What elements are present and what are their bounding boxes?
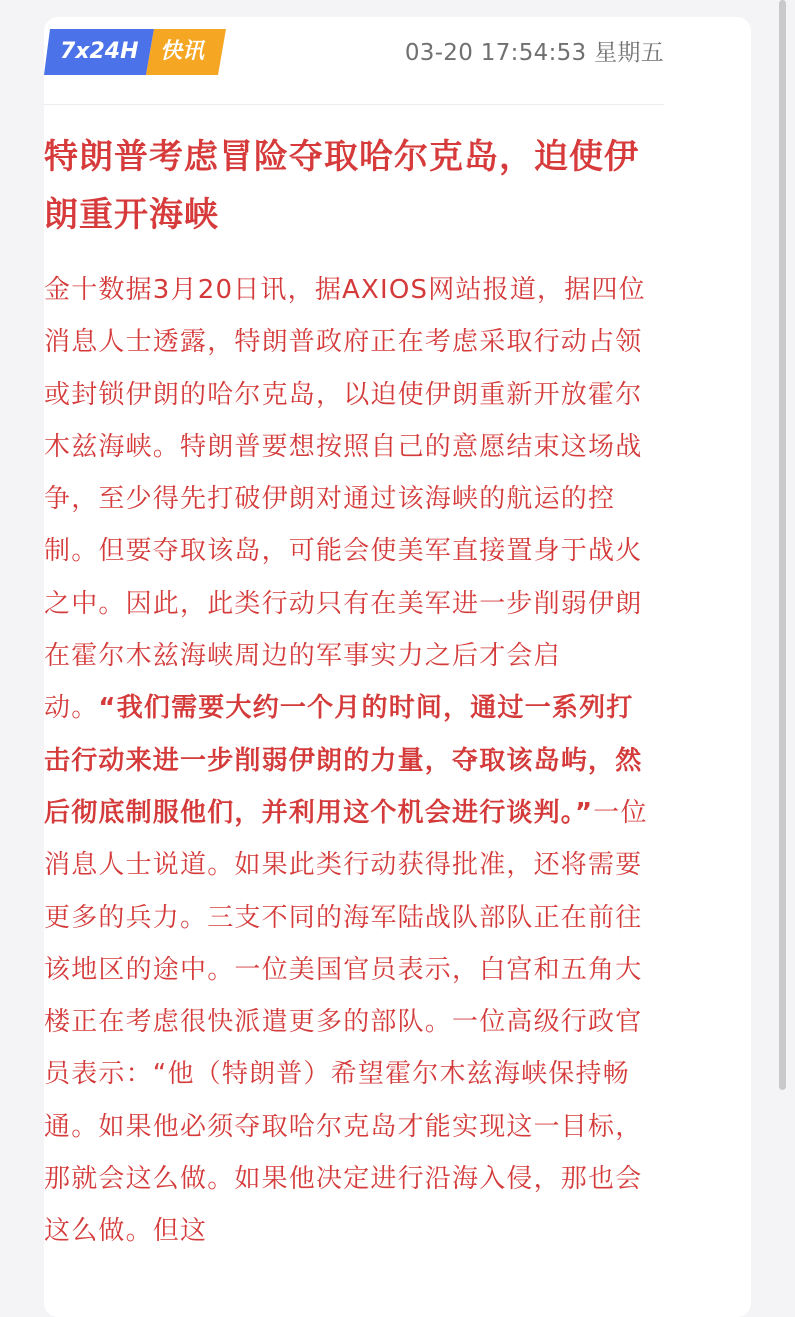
article-body-intro: 金十数据3月20日讯，据AXIOS网站报道，据四位消息人士透露，特朗普政府正在考虑采取行动占领或封锁伊朗的哈尔克岛，以迫使伊朗重新开放霍尔木兹海峡。特朗普要想按照自己的意愿结束这场战争，至少得先打破伊朗对通过该海峡的航运的控制。但要夺取该岛，可能会使美军直接置身于战火之中。因此，此类行动只有在美军进一步削弱伊朗在霍尔木兹海峡周边的军事实力之后才会启动。: [44, 275, 646, 724]
article-body-rest: 一位消息人士说道。如果此类行动获得批准，还将需要更多的兵力。三支不同的海军陆战队部队正在前往该地区的途中。一位美国官员表示，白宫和五角大楼正在考虑很快派遣更多的部队。一位高级行政官员表示：“他（特朗普）希望霍尔木兹海峡保持畅通。如果他必须夺取哈尔克岛才能实现这一目标，那就会这么做。如果他决定进行沿海入侵，那也会这么做。但这: [44, 797, 648, 1247]
news-header: [44, 29, 664, 77]
article-title: 特朗普考虑冒险夺取哈尔克岛，迫使伊朗重开海峡: [44, 137, 639, 235]
publish-datetime: 03-20 17:54:53 星期五: [404, 40, 664, 66]
article-body: [44, 264, 656, 1258]
scrollbar[interactable]: [779, 0, 786, 1090]
logo-label-flash: 快讯: [160, 39, 205, 64]
logo-label-7x24h: 7x24H: [60, 39, 139, 64]
article-body-quote: “我们需要大约一个月的时间，通过一系列打击行动来进一步削弱伊朗的力量，夺取该岛屿，然后彻底制服他们，并利用这个机会进行谈判。”: [44, 693, 643, 828]
flash-news-logo: [44, 29, 226, 75]
header-divider: [44, 104, 664, 105]
